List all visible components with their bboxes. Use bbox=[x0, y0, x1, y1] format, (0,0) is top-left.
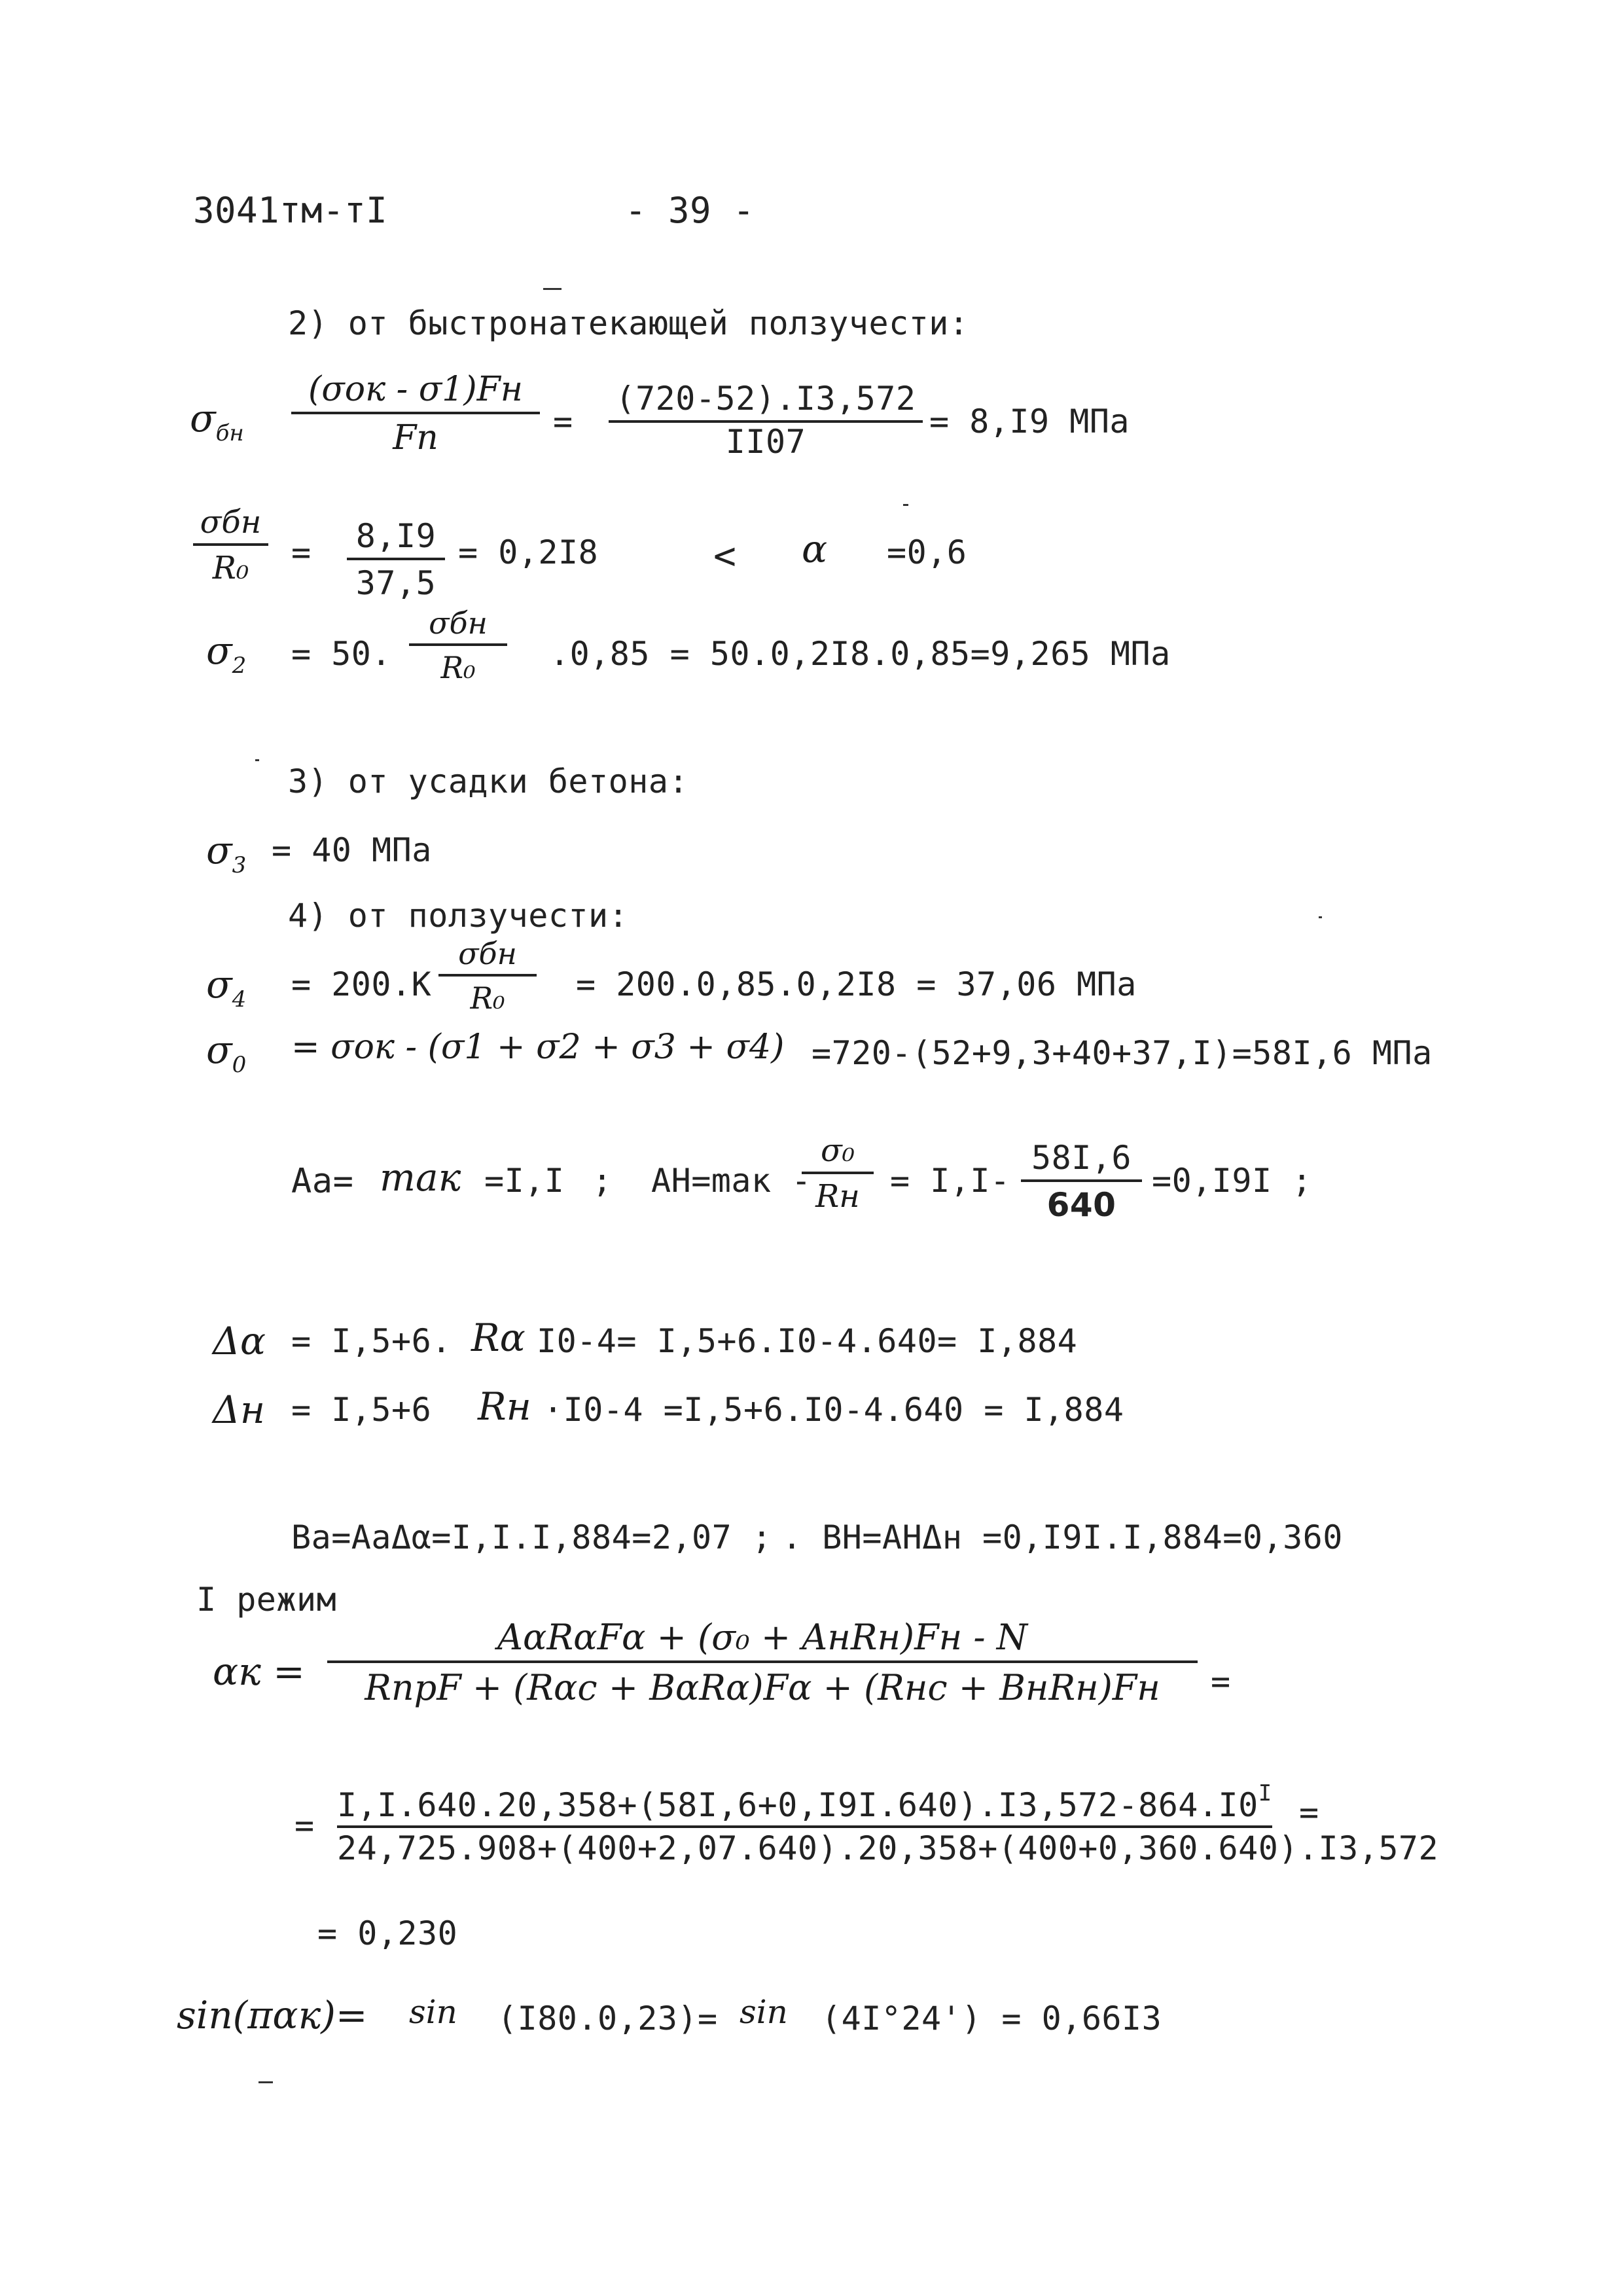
ratio-sigma0-rh-denominator: Rн bbox=[815, 1178, 860, 1215]
ratio-sigma0-rh-numerator: σ₀ bbox=[802, 1132, 874, 1174]
fraction-numeric-1-numerator: (720-52).I3,572 bbox=[609, 380, 923, 423]
ratio-sigma-r0-numerator: σбн bbox=[193, 504, 268, 546]
ratio-sigma-r0-3-numerator: σбн bbox=[438, 936, 537, 977]
sigma-4-letter: σ bbox=[206, 962, 232, 1007]
section-3-heading: 3) от усадки бетона: bbox=[288, 762, 689, 800]
alpha-k-symbol: αк = bbox=[213, 1649, 305, 1694]
scan-mark bbox=[903, 504, 908, 506]
ah-label: AH=mак - bbox=[651, 1162, 812, 1200]
ratio-sigma-r0-2-denominator: R₀ bbox=[440, 650, 476, 685]
scan-mark bbox=[1319, 916, 1322, 918]
alpha-symbol: α bbox=[802, 527, 828, 571]
delta-h-symbol: Δн bbox=[213, 1388, 266, 1432]
fraction-numeric-2 bbox=[347, 517, 445, 602]
equals-sign: = bbox=[553, 403, 573, 440]
ratio-sigma-r0-3-denominator: R₀ bbox=[470, 980, 505, 1016]
ratio-sigma-r0-3 bbox=[438, 936, 537, 1016]
equals-sign: = bbox=[291, 533, 312, 571]
alpha-k-numeric-exponent: I bbox=[1258, 1780, 1272, 1806]
ratio-sigma0-rh bbox=[802, 1132, 874, 1215]
ah-middle: = I,I- bbox=[890, 1162, 1010, 1200]
sigma-2-letter: σ bbox=[206, 628, 232, 673]
ratio-sigma-r0-denominator: R₀ bbox=[212, 550, 249, 586]
sigma-2-factor: = 50. bbox=[291, 635, 392, 673]
less-than-sign: < bbox=[713, 533, 737, 578]
sine-function-1: sin bbox=[409, 1993, 457, 2031]
fraction-numeric-3 bbox=[1021, 1139, 1142, 1224]
delta-h-r: Rн bbox=[478, 1384, 531, 1429]
fraction-sigma-diff-numerator: (σок - σ1)Fн bbox=[291, 370, 540, 414]
sigma-4-symbol bbox=[206, 962, 246, 1013]
delta-h-middle: = I,5+6 bbox=[291, 1391, 432, 1429]
delta-a-rest: I0-4= I,5+6.I0-4.640= I,884 bbox=[537, 1322, 1078, 1360]
alpha-k-equals-right: = bbox=[1299, 1793, 1319, 1831]
delta-h-rest: ·I0-4 =I,5+6.I0-4.640 = I,884 bbox=[543, 1391, 1124, 1429]
sigma-4-result: = 200.0,85.0,2I8 = 37,06 МПа bbox=[576, 965, 1137, 1003]
page-number: - 39 - bbox=[625, 190, 755, 231]
alpha-k-equals: = bbox=[1211, 1662, 1231, 1700]
regime-label: I режим bbox=[196, 1581, 337, 1619]
delta-a-middle: = I,5+6. bbox=[291, 1322, 452, 1360]
fraction-numeric-3-numerator: 58I,6 bbox=[1021, 1139, 1142, 1182]
ratio-sigma-r0 bbox=[193, 504, 268, 586]
alpha-k-denominator: RпрF + (Rαс + BαRα)Fα + (Rнс + BнRн)Fн bbox=[365, 1667, 1160, 1708]
fraction-sigma-diff bbox=[291, 370, 540, 457]
sigma-4-subscript: 4 bbox=[232, 986, 247, 1013]
sine-lhs: sin(παк)= bbox=[177, 1993, 368, 2037]
sigma-4-factor: = 200.К bbox=[291, 965, 432, 1003]
alpha-k-numeric-denominator: 24,725.908+(400+2,07.640).20,358+(400+0,360.640).I3,572 bbox=[337, 1829, 1439, 1867]
fraction-numeric-2-numerator: 8,I9 bbox=[347, 517, 445, 560]
sigma-0-expression: = σок - (σ1 + σ2 + σ3 + σ4) bbox=[291, 1028, 785, 1067]
sigma-0-result: =720-(52+9,3+40+37,I)=58I,6 МПа bbox=[812, 1034, 1433, 1072]
ratio-sigma-r0-2 bbox=[409, 605, 507, 685]
fraction-numeric-2-denominator: 37,5 bbox=[355, 564, 437, 602]
ah-value: =0,I9I ; bbox=[1152, 1162, 1312, 1200]
delta-a-r: Rα bbox=[471, 1316, 526, 1360]
alpha-k-numerator: AαRαFα + (σ₀ + AнRн)Fн - N bbox=[327, 1617, 1198, 1663]
aa-expression: mак bbox=[380, 1155, 461, 1200]
sigma-2-subscript: 2 bbox=[232, 653, 247, 679]
sigma-0-letter: σ bbox=[206, 1028, 232, 1072]
ratio-result: = 0,2I8 bbox=[458, 533, 599, 571]
section-2-heading: 2) от быстронатекающей ползучести: bbox=[288, 304, 969, 342]
fraction-numeric-1-denominator: II07 bbox=[725, 423, 806, 461]
scan-mark bbox=[255, 759, 259, 761]
ba-formula: Ba=AaΔα=I,I.I,884=2,07 ; bbox=[291, 1518, 772, 1556]
sigma-3-result: = 40 МПа bbox=[272, 831, 432, 869]
ratio-sigma-r0-2-numerator: σбн bbox=[409, 605, 507, 646]
sigma-3-letter: σ bbox=[206, 828, 232, 872]
alpha-k-numeric-numerator-text: I,I.640.20,358+(58I,6+0,I9I.640).I3,572-864.I0 bbox=[337, 1786, 1258, 1824]
sigma-2-symbol bbox=[206, 628, 246, 679]
fraction-numeric-3-denominator: 640 bbox=[1046, 1186, 1116, 1224]
alpha-k-equals-left: = bbox=[294, 1806, 315, 1844]
sigma-bn-letter: σ bbox=[190, 396, 216, 440]
sigma-bn-result: = 8,I9 МПа bbox=[929, 403, 1130, 440]
sine-function-2: sin bbox=[740, 1993, 788, 2031]
aa-label: Aa= bbox=[291, 1162, 354, 1201]
delta-a-symbol: Δα bbox=[213, 1319, 266, 1363]
sigma-0-subscript: 0 bbox=[232, 1052, 247, 1078]
bh-formula: . BH=AHΔн =0,I9I.I,884=0,360 bbox=[782, 1518, 1343, 1556]
fraction-sigma-diff-denominator: Fп bbox=[393, 418, 438, 457]
document-code: 3041тм-тI bbox=[193, 190, 388, 231]
alpha-k-fraction bbox=[327, 1617, 1198, 1708]
sine-argument-1: (I80.0,23)= bbox=[497, 2000, 718, 2037]
aa-value: =I,I bbox=[484, 1162, 565, 1200]
sine-argument-2: (4I°24') = 0,66I3 bbox=[821, 2000, 1162, 2037]
sigma-0-symbol bbox=[206, 1028, 246, 1078]
separator: ; bbox=[592, 1162, 613, 1200]
sigma-bn-subscript: бн bbox=[215, 420, 244, 446]
scan-mark bbox=[543, 288, 562, 290]
scan-mark bbox=[259, 2081, 273, 2083]
sigma-3-subscript: 3 bbox=[232, 852, 247, 878]
sigma-3-symbol bbox=[206, 828, 246, 878]
section-4-heading: 4) от ползучести: bbox=[288, 897, 629, 935]
fraction-numeric-1 bbox=[609, 380, 923, 461]
sigma-bn-symbol bbox=[190, 396, 244, 446]
alpha-k-result: = 0,230 bbox=[317, 1914, 458, 1952]
alpha-value: =0,6 bbox=[887, 533, 967, 571]
alpha-k-numeric-numerator bbox=[337, 1780, 1272, 1828]
sigma-2-result: .0,85 = 50.0,2I8.0,85=9,265 МПа bbox=[550, 635, 1171, 673]
